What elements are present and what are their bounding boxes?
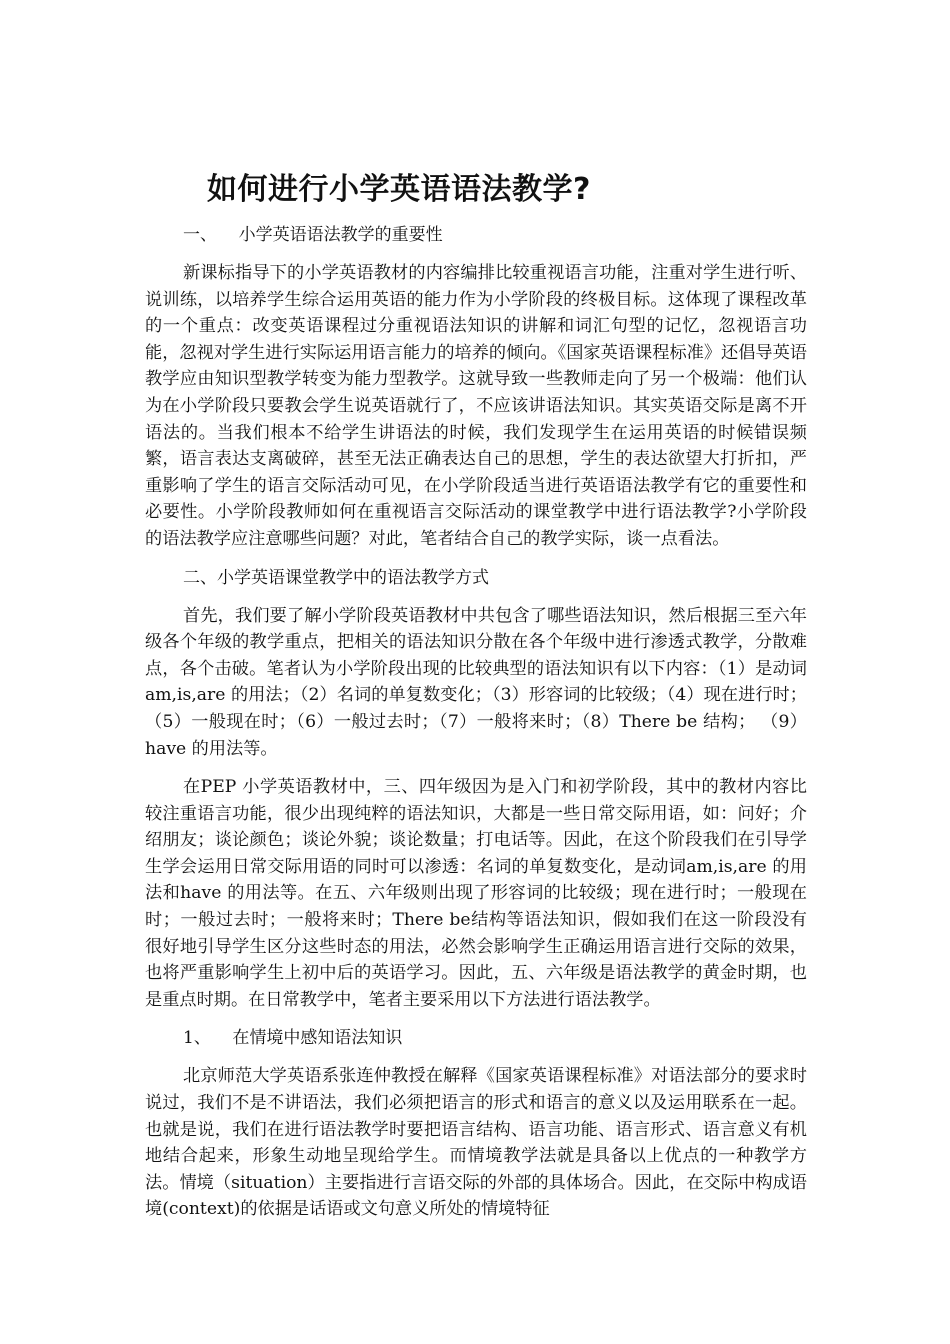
section-heading-1: 一、 小学英语语法教学的重要性 [183, 225, 443, 245]
paragraph-pep-textbook: 在PEP 小学英语教材中，三、四年级因为是入门和初学阶段，其中的教材内容比较注重语言功能，很少出现纯粹的语法知识，大都是一些日常交际用语，如：问好；介绍朋友；谈论颜色；谈论外貌；谈论数量；打电话等。因此，在这个阶段我们在引导学生学会运用日常交际用语的同时可以渗透：名词的单复数变化，是动词am,is,are 的用法和have 的用法等。在五、六年级则出现了形容词的比较级；现在进行时；一般现在时；一般过去时；一般将来时；There be结构等语法知识，假如我们在这一阶段没有很好地引导学生区分这些时态的用法，必然会影响学生正确运用语言进行交际的效果，也将严重影响学生上初中后的英语学习。因此，五、六年级是语法教学的黄金时期，也是重点时期。在日常教学中，笔者主要采用以下方法进行语法教学。 [145, 777, 807, 1010]
section-heading-2: 二、小学英语课堂教学中的语法教学方式 [183, 567, 489, 588]
document-title: 如何进行小学英语语法教学? [207, 172, 591, 207]
subsection-heading-1: 1、 在情境中感知语法知识 [183, 1028, 403, 1049]
paragraph-importance: 新课标指导下的小学英语教材的内容编排比较重视语言功能，注重对学生进行听、说训练，以培养学生综合运用英语的能力作为小学阶段的终极目标。这体现了课程改革的一个重点：改变英语课程过分重视语法知识的讲解和词汇句型的记忆，忽视语言功能，忽视对学生进行实际运用语言能力的培养的倾向。《国家英语课程标准》还倡导英语教学应由知识型教学转变为能力型教学。这就导致一些教师走向了另一个极端：他们认为在小学阶段只要教会学生说英语就行了，不应该讲语法知识。其实英语交际是离不开语法的。当我们根本不给学生讲语法的时候，我们发现学生在运用英语的时候错误频繁，语言表达支离破碎，甚至无法正确表达自己的思想，学生的表达欲望大打折扣，严重影响了学生的语言交际活动可见，在小学阶段适当进行英语语法教学有它的重要性和必要性。小学阶段教师如何在重视语言交际活动的课堂教学中进行语法教学?小学阶段的语法教学应注意哪些问题？对此，笔者结合自己的教学实际，谈一点看法。 [145, 263, 807, 549]
paragraph-situational-teaching: 北京师范大学英语系张连仲教授在解释《国家英语课程标准》对语法部分的要求时说过，我们不是不讲语法，我们必须把语言的形式和语言的意义以及运用联系在一起。也就是说，我们在进行语法教学时要把语言结构、语言功能、语言形式、语言意义有机地结合起来，形象生动地呈现给学生。而情境教学法就是具备以上优点的一种教学方法。情境（situation）主要指进行言语交际的外部的具体场合。因此，在交际中构成语境(context)的依据是话语或文句意义所处的情境特征 [145, 1066, 807, 1220]
paragraph-grammar-content: 首先，我们要了解小学阶段英语教材中共包含了哪些语法知识，然后根据三至六年级各个年级的教学重点，把相关的语法知识分散在各个年级中进行渗透式教学，分散难点，各个击破。笔者认为小学阶段出现的比较典型的语法知识有以下内容：（1）是动词am,is,are 的用法；（2）名词的单复数变化；（3）形容词的比较级；（4）现在进行时；（5）一般现在时；（6）一般过去时；（7）一般将来时；（8）There be 结构； （9）have 的用法等。 [145, 605, 807, 759]
document-page [145, 164, 807, 1235]
